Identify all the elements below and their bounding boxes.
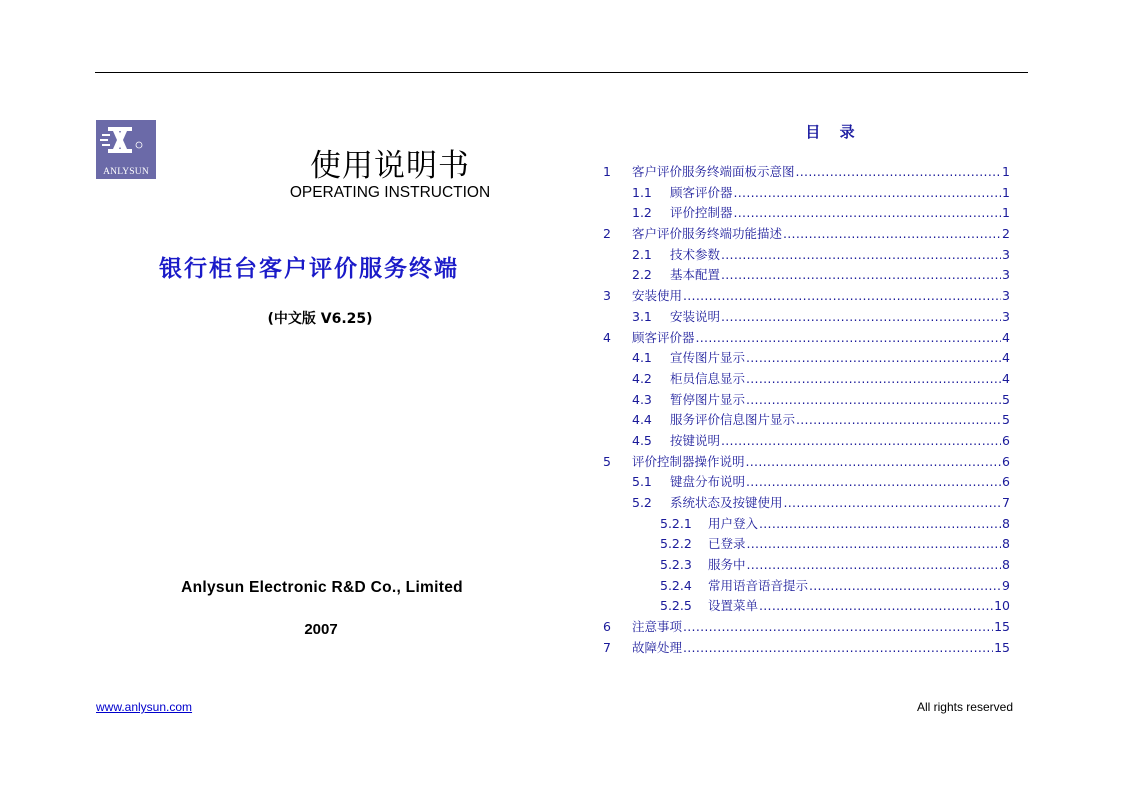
toc-entry[interactable] (603, 410, 1010, 431)
toc-entry-number: 7 (603, 639, 611, 655)
toc-entry[interactable] (603, 286, 1010, 307)
toc-dot-leader (796, 410, 1001, 431)
toc-entry[interactable] (603, 452, 1010, 473)
toc-dot-leader (683, 617, 993, 638)
toc-entry-number: 3 (603, 288, 611, 304)
logo-text: ANLYSUN (103, 167, 149, 177)
toc-entry-label: 常用语音语音提示 (708, 577, 809, 593)
toc-entry-label: 键盘分布说明 (670, 474, 746, 490)
toc-dot-leader (734, 203, 1002, 224)
toc-entry[interactable] (603, 472, 1010, 493)
toc-entry-label: 顾客评价器 (632, 329, 695, 345)
toc-entry-number: 4.4 (632, 412, 652, 428)
toc-entry-number: 6 (603, 619, 611, 635)
company-name: Anlysun Electronic R&D Co., Limited (181, 579, 463, 596)
toc-entry-page: 5 (1002, 391, 1010, 407)
toc-entry[interactable] (603, 576, 1010, 597)
toc-entry-page: 8 (1002, 536, 1010, 552)
toc-entry-number: 5.2.3 (660, 557, 692, 573)
toc-entry-label: 评价控制器 (670, 205, 733, 221)
toc-entry-label: 安装使用 (632, 288, 683, 304)
toc-entry-label: 按键说明 (670, 432, 721, 448)
toc-dot-leader (734, 183, 1002, 204)
toc-dot-leader (683, 286, 1001, 307)
toc-dot-leader (783, 224, 1001, 245)
toc-entry-page: 6 (1002, 453, 1010, 469)
toc-title: 目 录 (805, 123, 855, 141)
toc-entry-number: 4 (603, 329, 611, 345)
toc-entry-page: 9 (1002, 577, 1010, 593)
toc-entry-page: 7 (1002, 495, 1010, 510)
toc-dot-leader (809, 576, 1001, 597)
toc-entry[interactable] (603, 307, 1010, 328)
toc-entry-label: 故障处理 (632, 639, 683, 655)
toc-entry-label: 宣传图片显示 (670, 350, 746, 366)
toc-entry[interactable] (603, 348, 1010, 369)
toc-entry[interactable] (603, 224, 1010, 245)
toc-entry-page: 1 (1002, 184, 1010, 200)
toc-dot-leader (721, 265, 1001, 286)
toc-entry[interactable] (603, 638, 1010, 659)
toc-entry-number: 2.2 (632, 267, 652, 283)
toc-entry-label: 客户评价服务终端功能描述 (632, 226, 783, 242)
toc-entry-number: 4.1 (632, 350, 652, 366)
toc-entry-page: 3 (1002, 288, 1010, 304)
toc-entry[interactable] (603, 617, 1010, 638)
toc-entry-label: 系统状态及按键使用 (670, 495, 783, 510)
toc-dot-leader (683, 638, 993, 659)
toc-entry-number: 4.5 (632, 432, 652, 448)
copyright-notice: All rights reserved (916, 700, 1013, 714)
product-name: 银行柜台客户评价服务终端 (159, 256, 459, 282)
toc-entry-page: 8 (1002, 515, 1010, 531)
toc-dot-leader (759, 514, 1001, 535)
top-rule (95, 72, 1028, 73)
toc-entry-number: 2.1 (632, 246, 652, 262)
toc-entry-page: 1 (1002, 164, 1010, 179)
toc-entry-label: 用户登入 (708, 515, 759, 531)
toc-entry[interactable] (603, 596, 1010, 617)
toc-dot-leader (721, 307, 1001, 328)
toc-entry[interactable] (603, 514, 1010, 535)
toc-entry-label: 已登录 (708, 536, 746, 552)
toc-entry-label: 安装说明 (670, 308, 721, 324)
toc-entry-label: 基本配置 (670, 267, 721, 283)
document-title-cn: 使用说明书 (310, 148, 470, 184)
toc-entry-label: 设置菜单 (708, 598, 759, 614)
toc-entry-number: 1 (603, 164, 611, 179)
toc-dot-leader (746, 369, 1001, 390)
toc-dot-leader (721, 245, 1001, 266)
toc-entry-page: 8 (1002, 557, 1010, 573)
toc-entry-page: 6 (1002, 474, 1010, 490)
toc-dot-leader (696, 328, 1002, 349)
table-of-contents (603, 162, 1010, 659)
toc-entry-label: 顾客评价器 (670, 184, 733, 200)
toc-entry-page: 3 (1002, 308, 1010, 324)
toc-entry[interactable] (603, 245, 1010, 266)
toc-entry-page: 15 (994, 619, 1010, 635)
toc-entry-number: 4.2 (632, 370, 652, 386)
toc-entry[interactable] (603, 369, 1010, 390)
toc-entry-page: 4 (1002, 329, 1010, 345)
toc-entry-number: 5.2.1 (660, 515, 692, 531)
toc-entry-page: 3 (1002, 246, 1010, 262)
toc-entry[interactable] (603, 265, 1010, 286)
toc-dot-leader (747, 555, 1002, 576)
toc-entry[interactable] (603, 493, 1010, 514)
toc-entry-number: 2 (603, 226, 611, 242)
version-label: (中文版 V6.25) (267, 311, 373, 327)
toc-entry[interactable] (603, 555, 1010, 576)
toc-entry[interactable] (603, 534, 1010, 555)
toc-entry-page: 3 (1002, 267, 1010, 283)
toc-entry-page: 1 (1002, 205, 1010, 221)
toc-entry[interactable] (603, 203, 1010, 224)
toc-dot-leader (746, 472, 1001, 493)
toc-entry[interactable] (603, 183, 1010, 204)
toc-dot-leader (784, 493, 1002, 514)
toc-entry-number: 5.2.2 (660, 536, 692, 552)
toc-entry-number: 5.2.4 (660, 577, 692, 593)
toc-entry-number: 1.1 (632, 184, 652, 200)
anlysun-logo-icon (96, 120, 156, 179)
toc-entry-number: 5.1 (632, 474, 652, 490)
toc-entry-page: 10 (994, 598, 1010, 614)
toc-entry-label: 客户评价服务终端面板示意图 (632, 164, 795, 179)
toc-entry-number: 5 (603, 453, 611, 469)
toc-entry-page: 2 (1002, 226, 1010, 242)
toc-entry-page: 4 (1002, 370, 1010, 386)
toc-entry[interactable] (603, 390, 1010, 411)
toc-entry-page: 6 (1002, 432, 1010, 448)
toc-dot-leader (759, 596, 993, 617)
toc-entry-label: 暂停图片显示 (670, 391, 746, 407)
toc-entry-number: 4.3 (632, 391, 652, 407)
toc-dot-leader (746, 348, 1001, 369)
toc-entry-label: 评价控制器操作说明 (632, 453, 745, 469)
toc-entry-number: 5.2.5 (660, 598, 692, 614)
toc-entry-label: 注意事项 (632, 619, 683, 635)
toc-entry[interactable] (603, 162, 1010, 183)
website-link[interactable]: www.anlysun.com (96, 700, 193, 714)
toc-entry-label: 服务中 (708, 557, 746, 573)
document-title-en: OPERATING INSTRUCTION (289, 184, 491, 201)
toc-dot-leader (746, 390, 1001, 411)
toc-entry[interactable] (603, 431, 1010, 452)
publication-year: 2007 (304, 621, 338, 638)
toc-entry-number: 1.2 (632, 205, 652, 221)
toc-entry-label: 服务评价信息图片显示 (670, 412, 796, 428)
toc-entry[interactable] (603, 328, 1010, 349)
toc-dot-leader (747, 534, 1002, 555)
toc-entry-number: 5.2 (632, 495, 652, 510)
toc-entry-page: 15 (994, 639, 1010, 655)
toc-entry-label: 技术参数 (670, 246, 721, 262)
toc-entry-label: 柜员信息显示 (670, 370, 746, 386)
toc-entry-page: 4 (1002, 350, 1010, 366)
toc-dot-leader (721, 431, 1001, 452)
toc-entry-page: 5 (1002, 412, 1010, 428)
toc-entry-number: 3.1 (632, 308, 652, 324)
toc-dot-leader (796, 162, 1002, 183)
toc-dot-leader (746, 452, 1002, 473)
